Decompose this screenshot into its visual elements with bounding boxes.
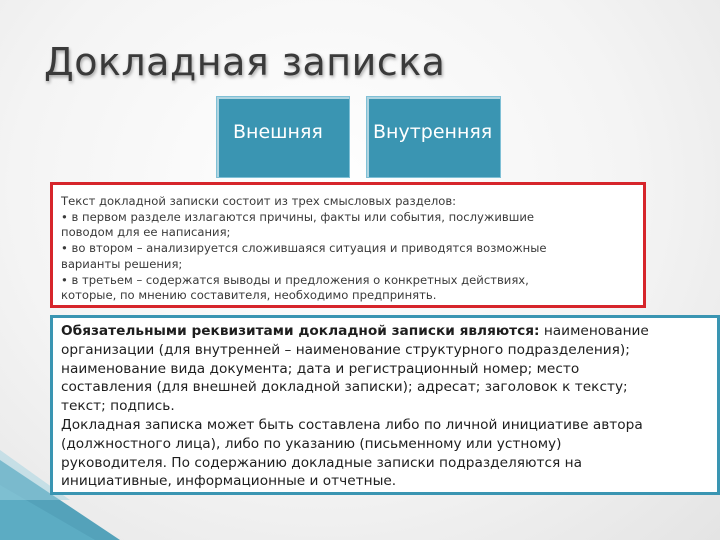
- blue-box-line: организации (для внутренней – наименование структурного подразделения);: [61, 341, 630, 358]
- red-box-line: • во втором – анализируется сложившаяся ситуация и приводятся возможные: [61, 241, 547, 256]
- tab-internal[interactable]: [366, 96, 501, 178]
- requisites-lead-bold: Обязательными реквизитами докладной записки являются:: [61, 323, 540, 339]
- tab-external[interactable]: [216, 96, 350, 178]
- tab-external-label: Внешняя: [233, 121, 323, 143]
- red-box-line: варианты решения;: [61, 256, 183, 271]
- blue-box-line: составления (для внешней докладной записки); адресат; заголовок к тексту;: [61, 379, 628, 396]
- blue-box-line: наименование вида документа; дата и регистрационный номер; место: [61, 360, 580, 377]
- blue-box-line: руководителя. По содержанию докладные записки подразделяются на: [61, 454, 582, 471]
- blue-box-line: Докладная записка может быть составлена либо по личной инициативе автора: [61, 416, 643, 433]
- blue-box-line: инициативные, информационные и отчетные.: [61, 473, 397, 490]
- report-structure-box: [50, 182, 646, 308]
- red-box-line: • в третьем – содержатся выводы и предложения о конкретных действиях,: [61, 272, 529, 287]
- requisites-lead-rest: наименование: [539, 323, 649, 339]
- requisites-box: [50, 315, 720, 495]
- slide-title: Докладная записка: [44, 40, 446, 84]
- red-box-line: Текст докладной записки состоит из трех смысловых разделов:: [61, 194, 457, 208]
- requisites-lead-line: [61, 322, 709, 341]
- red-box-line: поводом для ее написания;: [61, 225, 231, 240]
- red-box-line: которые, по мнению составителя, необходимо предпринять.: [61, 288, 437, 303]
- blue-box-line: текст; подпись.: [61, 398, 175, 415]
- red-box-line: • в первом разделе излагаются причины, факты или события, послужившие: [61, 209, 534, 224]
- tab-internal-label: Внутренняя: [373, 121, 493, 143]
- blue-box-line: (должностного лица), либо по указанию (письменному или устному): [61, 435, 562, 452]
